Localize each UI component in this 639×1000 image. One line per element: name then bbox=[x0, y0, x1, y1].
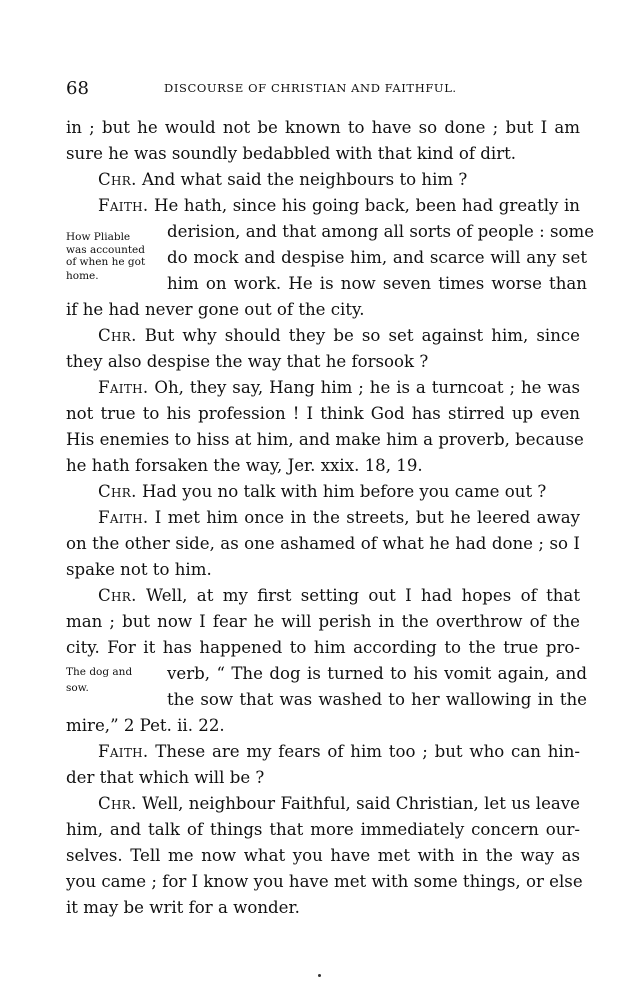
text-line: Faith. He hath, since his going back, been had greatly in bbox=[98, 196, 580, 215]
text-line: verb, “ The dog is turned to his vomit again, and bbox=[167, 664, 587, 683]
text-line: him on work. He is now seven times worse than bbox=[167, 274, 587, 293]
text-line: him, and talk of things that more immediately concern our- bbox=[66, 820, 580, 839]
text-line: in ; but he would not be known to have so done ; but I am bbox=[66, 118, 580, 137]
text-line: His enemies to hiss at him, and make him a proverb, because bbox=[66, 430, 584, 449]
text-line: they also despise the way that he forsook ? bbox=[66, 352, 429, 371]
speaker-label: Chr. bbox=[98, 482, 137, 501]
text-line: sure he was soundly bedabbled with that kind of dirt. bbox=[66, 144, 517, 163]
text-line: spake not to him. bbox=[66, 560, 212, 579]
text-line: selves. Tell me now what you have met with in the way as bbox=[66, 846, 580, 865]
text-line: Chr. Had you no talk with him before you came out ? bbox=[98, 482, 547, 501]
speaker-label: Faith. bbox=[98, 378, 149, 397]
running-header bbox=[66, 78, 586, 100]
text-line: Chr. And what said the neighbours to him ? bbox=[98, 170, 468, 189]
text-line: he hath forsaken the way, Jer. xxix. 18, 19. bbox=[66, 456, 423, 475]
page-number: 68 bbox=[66, 78, 89, 99]
speaker-label: Chr. bbox=[98, 794, 137, 813]
footer-dot bbox=[318, 974, 321, 977]
text-line: Faith. Oh, they say, Hang him ; he is a turncoat ; he was bbox=[98, 378, 580, 397]
text-line: it may be writ for a wonder. bbox=[66, 898, 300, 917]
text-line: der that which will be ? bbox=[66, 768, 265, 787]
text-line: on the other side, as one ashamed of what he had done ; so I bbox=[66, 534, 580, 553]
text-line: if he had never gone out of the city. bbox=[66, 300, 365, 319]
text-line: not true to his profession ! I think God has stirred up even bbox=[66, 404, 580, 423]
text-line: Chr. Well, neighbour Faithful, said Christian, let us leave bbox=[98, 794, 580, 813]
text-line: the sow that was washed to her wallowing in the bbox=[167, 690, 587, 709]
text-line: do mock and despise him, and scarce will any set bbox=[167, 248, 587, 267]
speaker-label: Chr. bbox=[98, 326, 137, 345]
speaker-label: Faith. bbox=[98, 508, 149, 527]
speaker-label: Faith. bbox=[98, 196, 149, 215]
text-line: Chr. Well, at my first setting out I had hopes of that bbox=[98, 586, 580, 605]
text-line: derision, and that among all sorts of people : some bbox=[167, 222, 595, 241]
speaker-label: Chr. bbox=[98, 170, 137, 189]
text-line: Chr. But why should they be so set against him, since bbox=[98, 326, 580, 345]
speaker-label: Faith. bbox=[98, 742, 149, 761]
text-line: you came ; for I know you have met with some things, or else bbox=[66, 872, 583, 891]
text-line: man ; but now I fear he will perish in the overthrow of the bbox=[66, 612, 580, 631]
text-line: Faith. I met him once in the streets, but he leered away bbox=[98, 508, 580, 527]
text-line: city. For it has happened to him according to the true pro- bbox=[66, 638, 580, 657]
running-title: DISCOURSE OF CHRISTIAN AND FAITHFUL. bbox=[164, 81, 457, 95]
text-line: Faith. These are my fears of him too ; but who can hin- bbox=[98, 742, 580, 761]
text-line: mire,” 2 Pet. ii. 22. bbox=[66, 716, 225, 735]
speaker-label: Chr. bbox=[98, 586, 137, 605]
